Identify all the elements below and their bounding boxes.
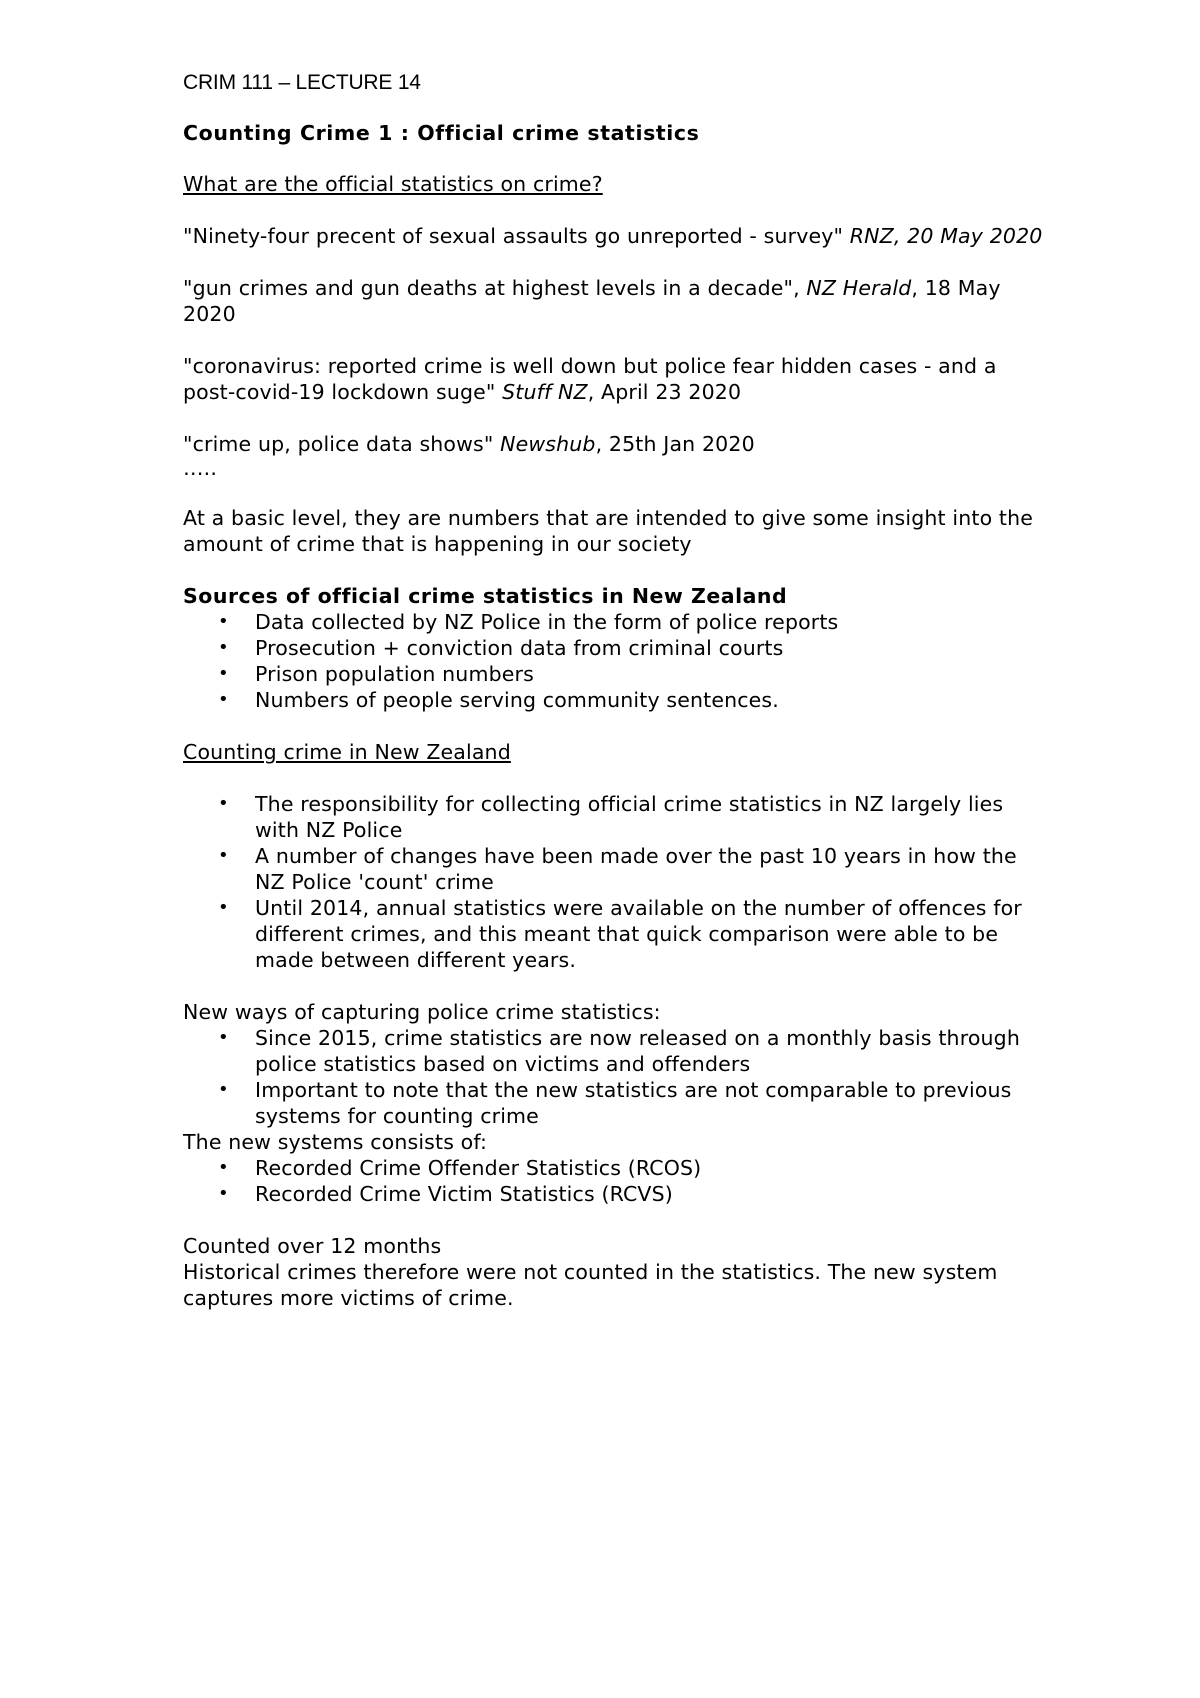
bullet-icon: • bbox=[218, 897, 229, 918]
quote-date: , April 23 2020 bbox=[587, 380, 742, 404]
quote-text: "Ninety-four precent of sexual assaults go unreported - survey" bbox=[183, 224, 850, 248]
list-item: • Data collected by NZ Police in the form of police reports bbox=[218, 610, 839, 634]
closing-paragraph: Historical crimes therefore were not counted in the statistics. The new system captures more victims of crime. bbox=[183, 1260, 998, 1310]
list-item: • The responsibility for collecting official crime statistics in NZ largely lies with NZ Police bbox=[218, 792, 1004, 842]
news-quote bbox=[183, 353, 1043, 405]
document-page bbox=[183, 70, 1043, 1311]
list-item: • Important to note that the new statistics are not comparable to previous systems for counting crime bbox=[218, 1078, 1012, 1128]
list-item: • A number of changes have been made over the past 10 years in how the NZ Police 'count' crime bbox=[218, 844, 1017, 894]
quote-source: RNZ, 20 May 2020 bbox=[849, 224, 1043, 248]
list-item: • Numbers of people serving community sentences. bbox=[218, 688, 779, 712]
bullet-icon: • bbox=[218, 1157, 229, 1178]
bullet-icon: • bbox=[218, 1183, 229, 1204]
quote-source: NZ Herald bbox=[806, 276, 912, 300]
counting-list bbox=[183, 791, 1043, 973]
quote-date: , 25th Jan 2020 bbox=[595, 432, 755, 456]
list-item: • Until 2014, annual statistics were available on the number of offences for different crimes, and this meant that quick comparison were able to be made between different years. bbox=[218, 896, 1022, 972]
quote-source: Stuff NZ bbox=[502, 380, 588, 404]
lecture-title: Counting Crime 1 : Official crime statistics bbox=[183, 121, 700, 145]
section-heading-sources: Sources of official crime statistics in New Zealand bbox=[183, 584, 788, 608]
bullet-icon: • bbox=[218, 1079, 229, 1100]
sources-list bbox=[183, 609, 1043, 713]
quote-text: "coronavirus: reported crime is well down but police fear hidden cases - and a post-covid-19 lockdown suge" bbox=[183, 354, 997, 404]
new-ways-intro: New ways of capturing police crime statistics: bbox=[183, 1000, 661, 1024]
list-item: • Recorded Crime Offender Statistics (RCOS) bbox=[218, 1156, 702, 1180]
bullet-icon: • bbox=[218, 689, 229, 710]
news-quote bbox=[183, 223, 1043, 249]
bullet-icon: • bbox=[218, 663, 229, 684]
bullet-icon: • bbox=[218, 611, 229, 632]
bullet-icon: • bbox=[218, 1027, 229, 1048]
list-item: • Prosecution + conviction data from criminal courts bbox=[218, 636, 784, 660]
news-quote bbox=[183, 431, 1043, 457]
closing-line: Counted over 12 months bbox=[183, 1234, 442, 1258]
bullet-icon: • bbox=[218, 845, 229, 866]
systems-intro: The new systems consists of: bbox=[183, 1130, 488, 1154]
bullet-icon: • bbox=[218, 793, 229, 814]
ellipsis: ….. bbox=[183, 456, 217, 480]
bullet-icon: • bbox=[218, 637, 229, 658]
quote-text: "gun crimes and gun deaths at highest levels in a decade", bbox=[183, 276, 807, 300]
section-heading-counting-crime: Counting crime in New Zealand bbox=[183, 740, 511, 764]
quote-source: Newshub bbox=[500, 432, 596, 456]
list-item: • Since 2015, crime statistics are now released on a monthly basis through police statistics based on victims and offenders bbox=[218, 1026, 1020, 1076]
news-quote bbox=[183, 275, 1043, 327]
quote-date: , 18 May 2020 bbox=[183, 276, 1001, 326]
list-item: • Recorded Crime Victim Statistics (RCVS) bbox=[218, 1182, 673, 1206]
course-title: CRIM 111 – LECTURE 14 bbox=[183, 71, 421, 94]
systems-list bbox=[183, 1155, 1043, 1207]
quote-text: "crime up, police data shows" bbox=[183, 432, 501, 456]
list-item: • Prison population numbers bbox=[218, 662, 534, 686]
section-heading-official-statistics: What are the official statistics on crime? bbox=[183, 172, 603, 196]
summary-paragraph: At a basic level, they are numbers that are intended to give some insight into the amount of crime that is happening in our society bbox=[183, 506, 1034, 556]
new-ways-list bbox=[183, 1025, 1043, 1129]
